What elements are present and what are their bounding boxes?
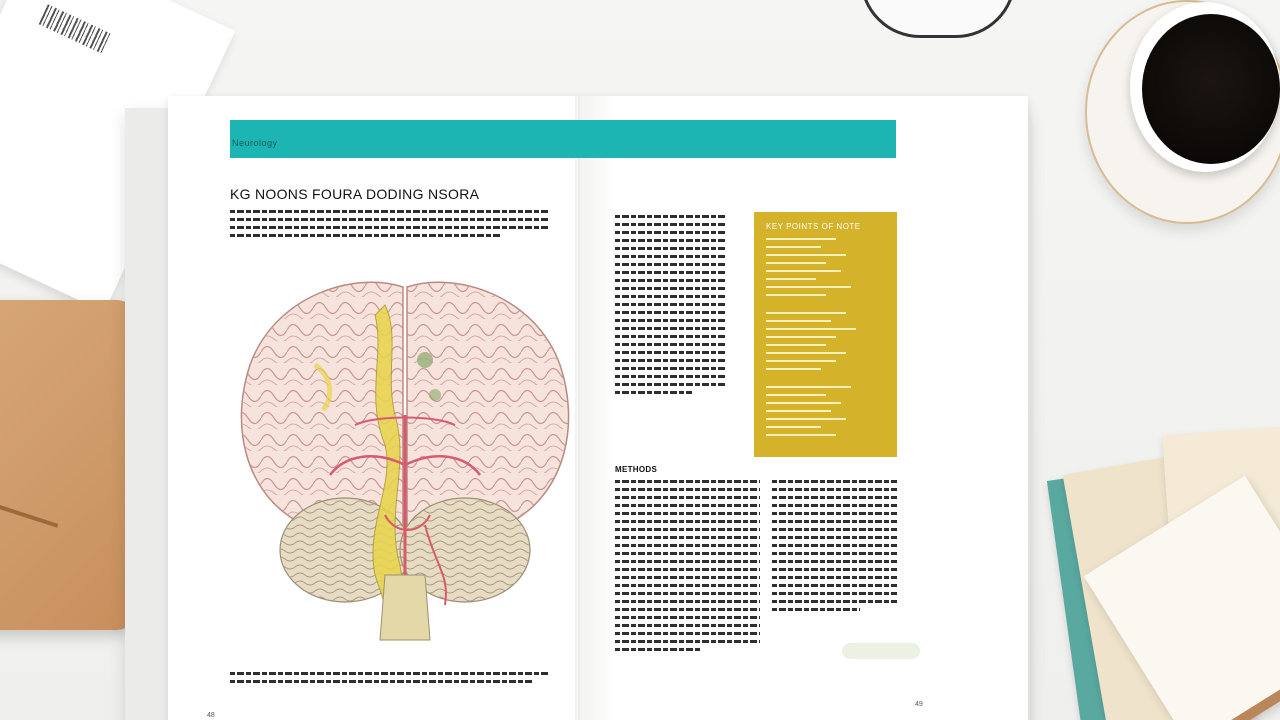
brain-illustration-icon bbox=[235, 275, 575, 645]
methods-subhead: METHODS bbox=[615, 465, 658, 474]
article-headline: KG NOONS FOURA DODING NSORA bbox=[230, 186, 480, 202]
right-column-text-lower-left bbox=[615, 480, 760, 656]
right-column-text-lower-right bbox=[772, 480, 897, 616]
left-page-number: 48 bbox=[207, 712, 215, 719]
caption-text-block bbox=[230, 672, 548, 688]
page-gutter bbox=[575, 96, 581, 720]
intro-text-block bbox=[230, 210, 548, 242]
coffee bbox=[1142, 14, 1280, 164]
sidebar-title: KEY POINTS OF NOTE bbox=[766, 222, 861, 231]
computer-mouse bbox=[860, 0, 1016, 38]
book-stack bbox=[1065, 450, 1280, 720]
logo-stamp bbox=[842, 643, 920, 659]
right-column-text-upper bbox=[615, 215, 725, 399]
band-label: Neurology bbox=[232, 138, 278, 148]
sidebar-box bbox=[754, 212, 897, 457]
leather-notebook bbox=[0, 300, 135, 630]
right-page-number: 49 bbox=[915, 701, 923, 708]
header-band bbox=[230, 120, 896, 158]
